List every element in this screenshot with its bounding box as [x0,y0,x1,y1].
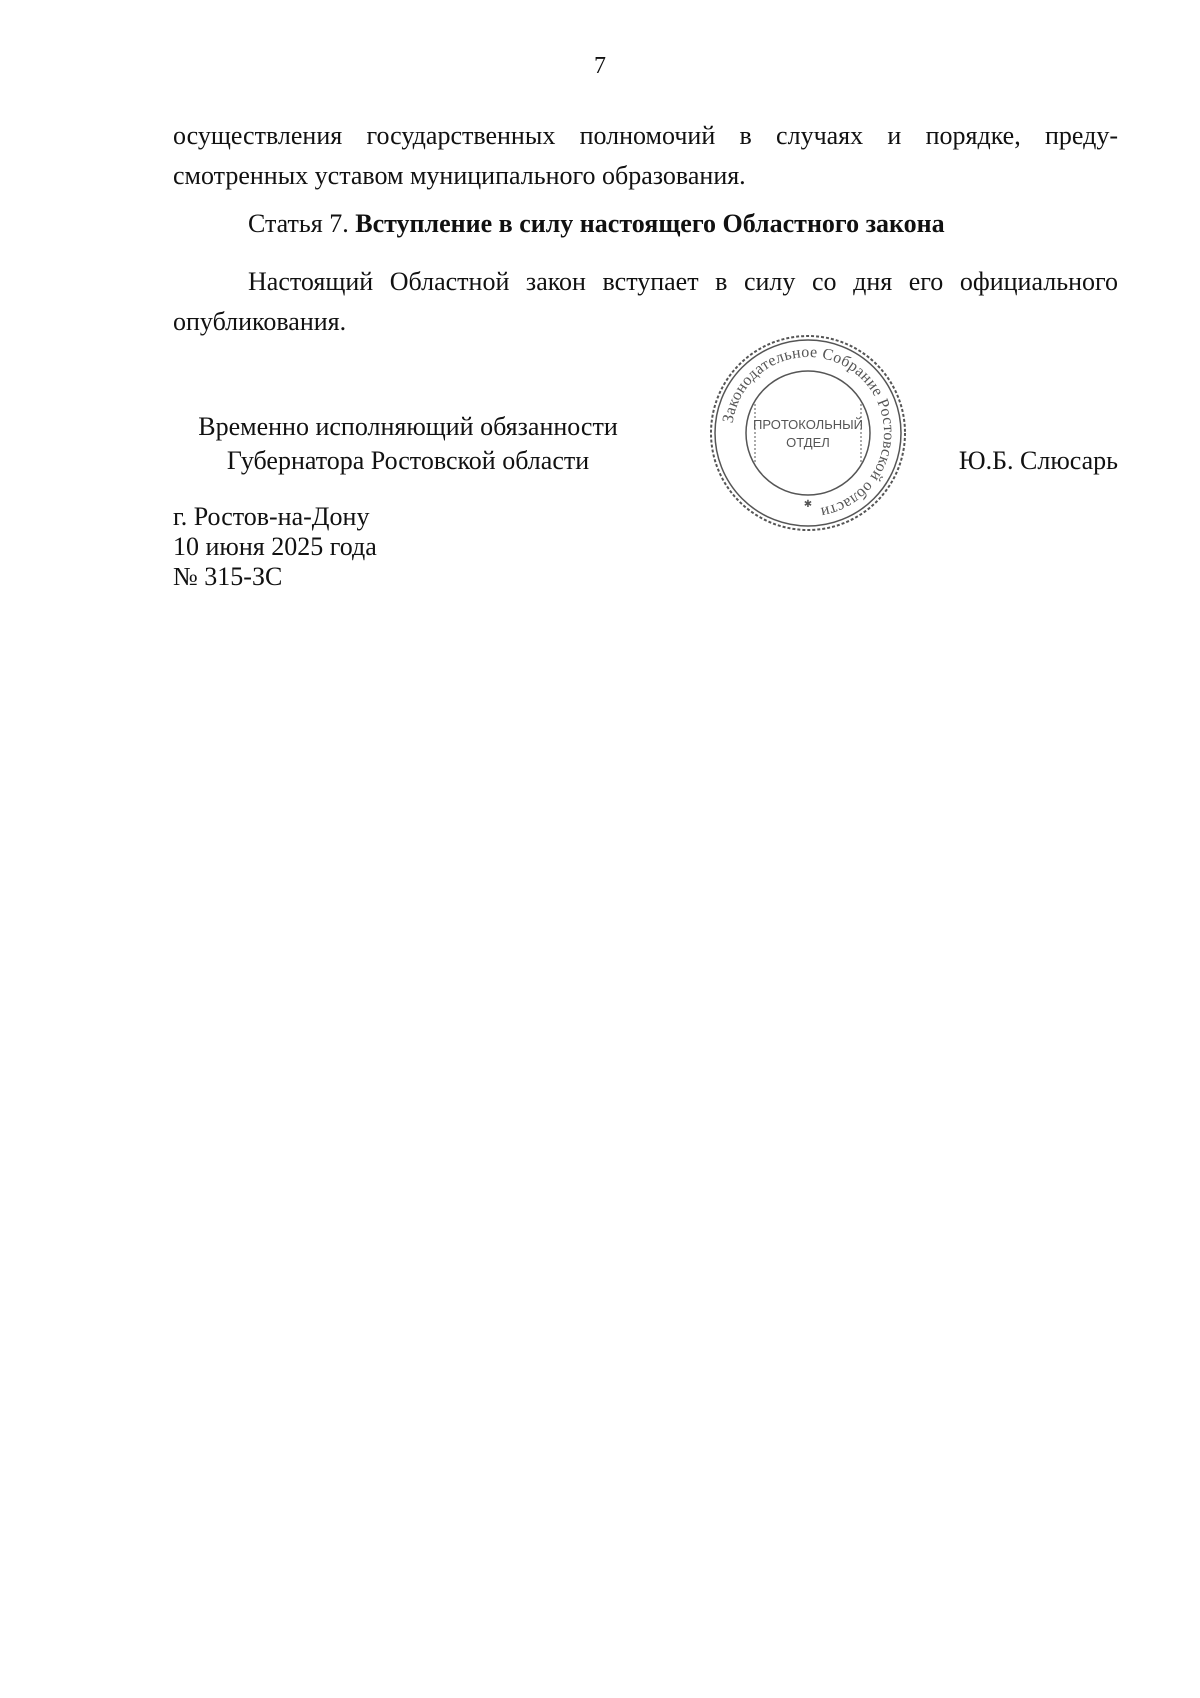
paragraph-continuation [173,116,1118,196]
signer-position-line: Губернатора Ростовской области [226,446,590,475]
signer-name: Ю.Б. Слюсарь [958,446,1118,475]
page-number: 7 [594,53,606,79]
seal-ring-text: Законодательное Собрание Ростовской области [719,343,898,521]
article-heading [248,204,945,244]
article-title: Вступление в силу настоящего Областного закона [355,209,945,238]
paragraph-line: осуществления государственных полномочий в случаях и порядке, преду- [173,121,1118,150]
signer-position-line: Временно исполняющий обязанности [198,412,618,441]
official-seal [708,333,908,533]
date: 10 июня 2025 года [173,532,377,561]
seal-graphic [708,333,908,533]
seal-center-line2: ОТДЕЛ [786,435,830,450]
seal-star-icon: ✱ [803,499,813,510]
city: г. Ростов-на-Дону [173,502,370,531]
place-date-number [173,502,377,592]
paragraph-line: Настоящий Областной закон вступает в силу со дня его официального [248,267,1118,296]
seal-center-line1: ПРОТОКОЛЬНЫЙ [752,417,864,432]
signer-position [178,410,638,478]
paragraph-entry-into-force [173,262,1118,342]
paragraph-line: опубликования. [173,307,347,336]
law-number: № 315-ЗС [173,562,283,591]
paragraph-line: смотренных уставом муниципального образования. [173,161,746,190]
article-number: Статья 7. [248,209,349,238]
